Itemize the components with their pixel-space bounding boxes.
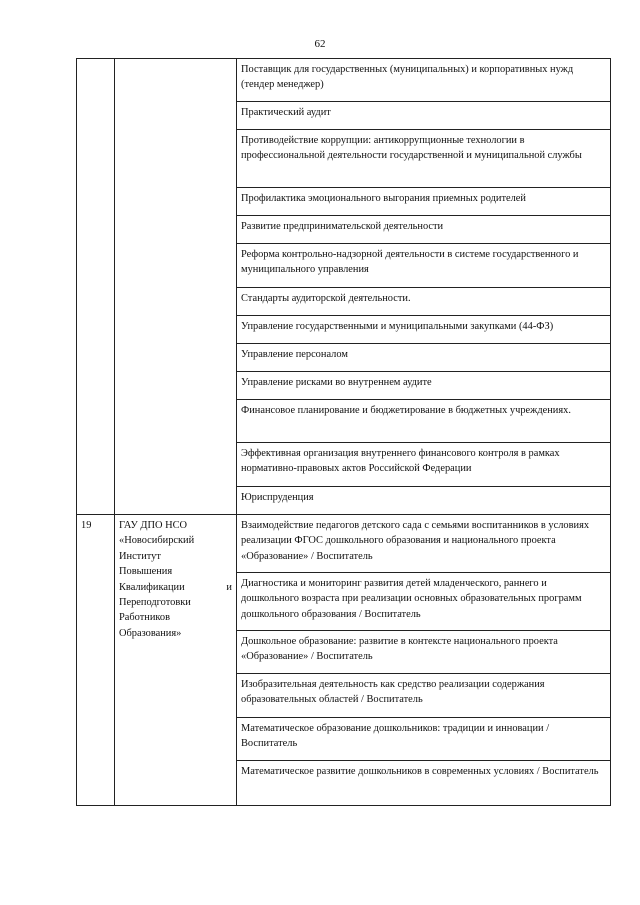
course-cell: Практический аудит bbox=[237, 102, 611, 130]
organization-line: «Новосибирский bbox=[119, 535, 195, 547]
course-cell: Управление рисками во внутреннем аудите bbox=[237, 372, 611, 400]
page-number: 62 bbox=[314, 38, 326, 50]
course-cell: Развитие предпринимательской деятельности bbox=[237, 216, 611, 244]
organization-cell bbox=[115, 515, 237, 806]
organization-line: Переподготовки bbox=[119, 597, 191, 609]
organization-line: ГАУ ДПО НСО bbox=[119, 520, 188, 531]
course-cell: Дошкольное образование: развитие в контексте национального проекта «Образование» / Воспитатель bbox=[237, 631, 611, 674]
organization-line: Работников bbox=[119, 612, 171, 624]
course-cell: Изобразительная деятельность как средство реализации содержания образовательных областей / Воспитатель bbox=[237, 674, 611, 718]
organization-cell bbox=[115, 59, 237, 515]
courses-table bbox=[76, 58, 611, 806]
row-number-cell bbox=[77, 59, 115, 515]
course-cell: Юриспруденция bbox=[237, 487, 611, 515]
course-cell: Математическое развитие дошкольников в современных условиях / Воспитатель bbox=[237, 761, 611, 806]
course-cell: Профилактика эмоционального выгорания приемных родителей bbox=[237, 188, 611, 216]
table-row bbox=[77, 515, 611, 573]
organization-line: Институт bbox=[119, 550, 161, 562]
course-cell: Противодействие коррупции: антикоррупционные технологии в профессиональной деятельности государственной и муниципальной службы bbox=[237, 130, 611, 188]
course-cell: Эффективная организация внутреннего финансового контроля в рамках нормативно-правовых актов Российской Федерации bbox=[237, 443, 611, 487]
course-cell: Математическое образование дошкольников: традиции и инновации / Воспитатель bbox=[237, 718, 611, 761]
course-cell: Управление персоналом bbox=[237, 344, 611, 372]
course-cell: Финансовое планирование и бюджетирование в бюджетных учреждениях. bbox=[237, 400, 611, 443]
table-row bbox=[77, 59, 611, 102]
course-cell: Стандарты аудиторской деятельности. bbox=[237, 288, 611, 316]
organization-line: Повышения bbox=[119, 566, 173, 578]
course-cell: Взаимодействие педагогов детского сада с семьями воспитанников в условиях реализации ФГОС дошкольного образования и национального проекта «Образование» / Воспитатель bbox=[237, 515, 611, 573]
organization-line: Квалификации и bbox=[119, 581, 232, 593]
row-number-cell: 19 bbox=[77, 515, 115, 806]
course-cell: Поставщик для государственных (муниципальных) и корпоративных нужд (тендер менеджер) bbox=[237, 59, 611, 102]
organization-line: Образования» bbox=[119, 627, 182, 639]
course-cell: Управление государственными и муниципальными закупками (44-ФЗ) bbox=[237, 316, 611, 344]
course-cell: Реформа контрольно-надзорной деятельности в системе государственного и муниципального управления bbox=[237, 244, 611, 288]
course-cell: Диагностика и мониторинг развития детей младенческого, раннего и дошкольного возраста при реализации основных образовательных программ дошкольного образования / Воспитатель bbox=[237, 573, 611, 631]
